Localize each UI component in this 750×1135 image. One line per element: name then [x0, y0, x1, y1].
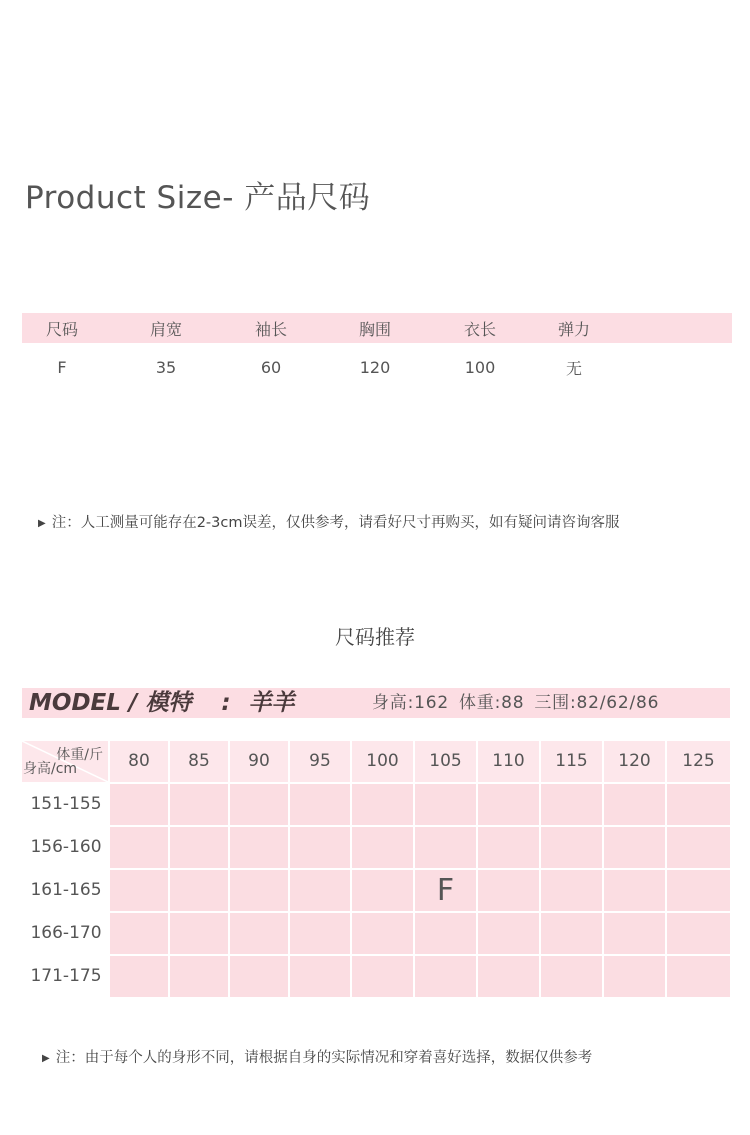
height-row-header: 166-170 [22, 911, 110, 954]
grid-cell [350, 782, 413, 825]
size-cell: 100 [464, 357, 496, 377]
measurement-note [38, 511, 619, 532]
grid-cell [168, 868, 228, 911]
grid-cell [539, 954, 602, 997]
note-text: 注：由于每个人的身形不同，请根据自身的实际情况和穿着喜好选择，数据仅供参考 [55, 1050, 593, 1066]
size-header-cell: 弹力 [557, 319, 590, 339]
size-header-cell: 尺码 [45, 319, 78, 339]
grid-cell [228, 782, 288, 825]
weight-column-header: 80 [108, 741, 168, 782]
grid-cell [476, 782, 539, 825]
note-text: 注：人工测量可能存在2-3cm误差，仅供参考，请看好尺寸再购买，如有疑问请咨询客服 [51, 515, 620, 531]
weight-column-header: 105 [413, 741, 476, 782]
model-measurements: 三围:82/62/86 [534, 693, 660, 713]
size-header-cell: 胸围 [358, 319, 391, 339]
grid-cell [168, 954, 228, 997]
grid-cell [602, 782, 665, 825]
recommended-size-cell: F [413, 868, 476, 911]
weight-column-header: 115 [539, 741, 602, 782]
grid-cell [413, 911, 476, 954]
grid-cell [602, 825, 665, 868]
grid-cell [350, 825, 413, 868]
grid-cell [413, 954, 476, 997]
grid-cell [168, 782, 228, 825]
grid-cell [168, 825, 228, 868]
model-label: MODEL / 模特 [29, 690, 192, 716]
size-table-header [22, 313, 732, 343]
grid-cell [288, 868, 350, 911]
height-row-header: 151-155 [22, 782, 110, 825]
weight-column-header: 110 [476, 741, 539, 782]
grid-cell [602, 911, 665, 954]
grid-cell [665, 782, 730, 825]
grid-cell [288, 954, 350, 997]
triangle-bullet-icon: ▶ [42, 1053, 50, 1064]
weight-column-header: 90 [228, 741, 288, 782]
grid-cell [665, 954, 730, 997]
size-recommendation-grid [22, 741, 730, 997]
height-row-header: 171-175 [22, 954, 110, 997]
size-table [22, 313, 732, 391]
grid-cell [108, 911, 168, 954]
corner-height-label: 身高/cm [23, 761, 78, 777]
grid-cell [539, 911, 602, 954]
grid-cell [476, 825, 539, 868]
table-row [22, 343, 732, 391]
model-colon: : [221, 690, 231, 716]
grid-cell [665, 825, 730, 868]
grid-cell [539, 782, 602, 825]
page-title: Product Size- 产品尺码 [25, 180, 371, 216]
grid-corner-cell [22, 741, 108, 782]
size-header-cell: 衣长 [463, 319, 496, 339]
weight-column-header: 100 [350, 741, 413, 782]
size-header-cell: 肩宽 [149, 319, 182, 339]
model-name [29, 688, 295, 718]
grid-cell [665, 911, 730, 954]
height-row-header: 161-165 [22, 868, 110, 911]
grid-cell [108, 954, 168, 997]
grid-cell [539, 868, 602, 911]
size-cell: 无 [565, 358, 582, 378]
height-row-header: 156-160 [22, 825, 110, 868]
weight-column-header: 85 [168, 741, 228, 782]
grid-cell [108, 868, 168, 911]
grid-cell [476, 911, 539, 954]
grid-cell [288, 911, 350, 954]
model-weight: 体重:88 [458, 693, 525, 713]
grid-cell [665, 868, 730, 911]
grid-cell [228, 954, 288, 997]
grid-cell [168, 911, 228, 954]
grid-cell [108, 782, 168, 825]
grid-cell [350, 954, 413, 997]
recommendation-title: 尺码推荐 [335, 625, 415, 649]
triangle-bullet-icon: ▶ [38, 518, 46, 529]
model-name-value: 羊羊 [248, 690, 295, 716]
model-info-bar [22, 688, 730, 718]
grid-cell [108, 825, 168, 868]
grid-cell [539, 825, 602, 868]
model-height: 身高:162 [372, 693, 449, 713]
model-stats [372, 688, 669, 718]
corner-weight-label: 体重/斤 [56, 747, 103, 763]
grid-cell [602, 954, 665, 997]
grid-cell [288, 825, 350, 868]
grid-cell [350, 911, 413, 954]
recommendation-note [42, 1046, 592, 1067]
grid-cell [350, 868, 413, 911]
size-cell: F [57, 357, 67, 377]
grid-cell [602, 868, 665, 911]
weight-column-header: 120 [602, 741, 665, 782]
grid-cell [228, 911, 288, 954]
weight-column-header: 95 [288, 741, 350, 782]
grid-cell [476, 868, 539, 911]
size-cell: 60 [260, 357, 282, 377]
grid-cell [413, 825, 476, 868]
grid-cell [413, 782, 476, 825]
size-header-cell: 袖长 [254, 319, 287, 339]
size-cell: 120 [359, 357, 391, 377]
size-cell: 35 [155, 357, 177, 377]
grid-cell [476, 954, 539, 997]
grid-cell [288, 782, 350, 825]
grid-cell [228, 868, 288, 911]
weight-column-header: 125 [665, 741, 730, 782]
grid-cell [228, 825, 288, 868]
